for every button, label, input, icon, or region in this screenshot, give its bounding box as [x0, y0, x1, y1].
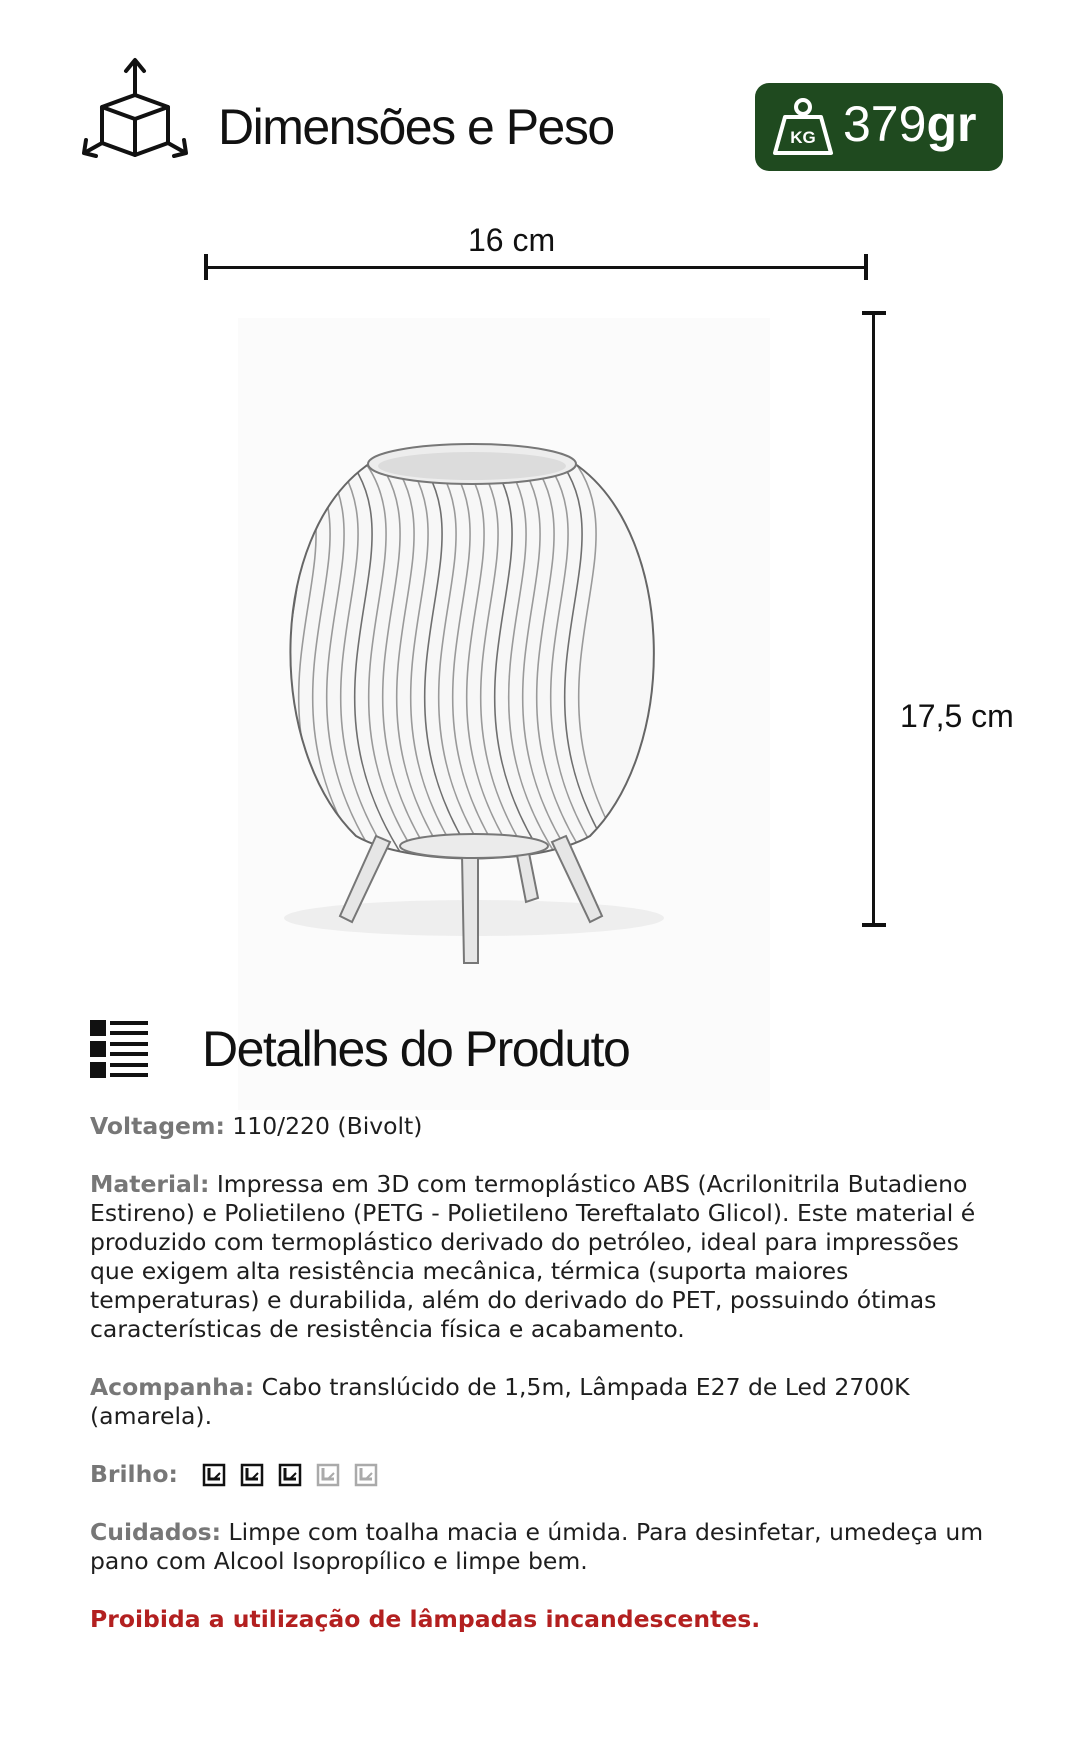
brightness-label: Brilho: — [90, 1460, 178, 1488]
voltage-label: Voltagem: — [90, 1112, 225, 1140]
kg-weight-icon — [769, 93, 837, 161]
brightness-rating — [202, 1463, 378, 1487]
weight-value — [843, 95, 976, 153]
list-details-icon — [90, 1020, 148, 1078]
width-tick-left — [204, 254, 208, 280]
kg-text: KG — [790, 128, 816, 147]
brightness-icon-empty — [316, 1463, 340, 1487]
material-label: Material: — [90, 1170, 210, 1198]
height-tick-bottom — [862, 923, 886, 927]
includes-value: Cabo translúcido de 1,5m, Lâmpada E27 de Led 2700K (amarela). — [90, 1373, 910, 1430]
material-value: Impressa em 3D com termoplástico ABS (Acrilonitrila Butadieno Estireno) e Polietileno (PETG - Polietileno Tereftalato Glicol). Este material é produzido com termoplástico derivado do petróleo, ideal para impressões que exigem alta resistência mecânica, térmica (suporta maiores temperaturas) e durabilida, além do derivado do PET, possuindo ótimas características de resistência física e acabamento. — [90, 1170, 976, 1343]
brightness-icon-filled — [240, 1463, 264, 1487]
material-row — [90, 1170, 990, 1344]
care-row — [90, 1518, 990, 1576]
details-title: Detalhes do Produto — [202, 1021, 630, 1077]
cube-dimensions-icon — [80, 55, 190, 160]
weight-unit: gr — [926, 96, 977, 152]
height-tick-top — [862, 311, 886, 315]
warning-text: Proibida a utilização de lâmpadas incandescentes. — [90, 1605, 761, 1633]
height-line — [872, 313, 875, 925]
brightness-icon-empty — [354, 1463, 378, 1487]
brightness-row — [90, 1460, 990, 1489]
brightness-icon-filled — [202, 1463, 226, 1487]
voltage-value: 110/220 (Bivolt) — [224, 1112, 423, 1140]
width-tick-right — [864, 254, 868, 280]
page-title: Dimensões e Peso — [218, 99, 614, 155]
weight-number: 379 — [843, 96, 927, 152]
care-label: Cuidados: — [90, 1518, 222, 1546]
width-label: 16 cm — [468, 222, 556, 258]
height-label: 17,5 cm — [900, 698, 1014, 734]
includes-label: Acompanha: — [90, 1373, 255, 1401]
brightness-icon-filled — [278, 1463, 302, 1487]
includes-row — [90, 1373, 990, 1431]
weight-badge — [755, 83, 1003, 171]
voltage-row — [90, 1112, 990, 1141]
width-line — [206, 266, 866, 269]
product-details — [90, 1112, 990, 1663]
care-value: Limpe com toalha macia e úmida. Para desinfetar, umedeça um pano com Alcool Isopropílico e limpe bem. — [90, 1518, 984, 1575]
lamp-icon — [238, 318, 770, 1110]
